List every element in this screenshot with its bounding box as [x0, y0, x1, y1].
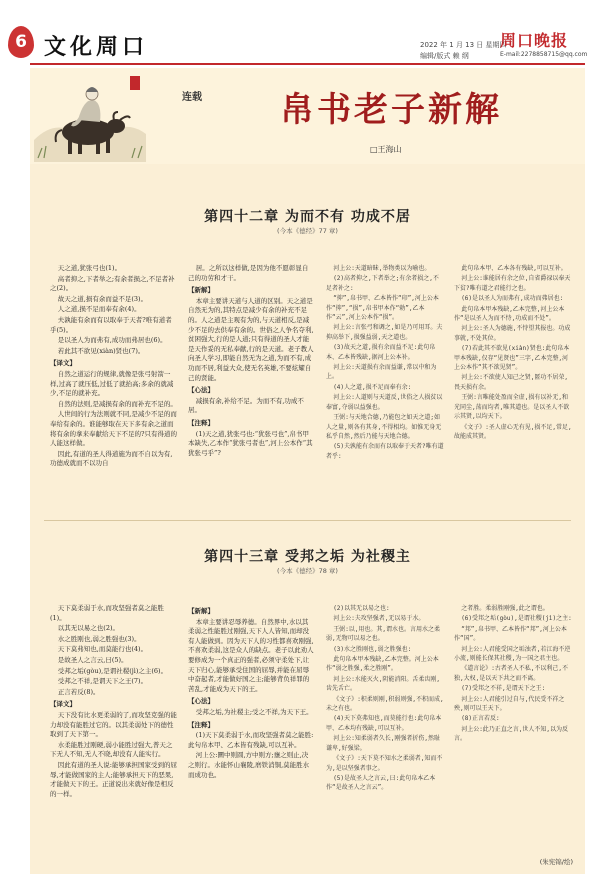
section-heading: 【心法】: [188, 697, 214, 706]
paragraph: (4)人之道,损不足而奉有余:: [333, 383, 412, 391]
contact-email: E-mail:2278858715@qq.com: [500, 51, 588, 58]
paragraph: 水柔能胜过刚硬,弱小能胜过强大,普天之下无人不知,无人不晓,却没有人能实行。: [50, 740, 173, 759]
paragraph: 河上公:人道则与天道反,世俗之人损贫以奉富,夺弱以益强也。: [326, 394, 443, 411]
chapter-42-title: 第四十二章 为而不有 功成不居: [204, 209, 411, 225]
chapter-43-column-4: [454, 604, 574, 844]
paragraph: (1)天之道,犹张弓也:“犹张弓也”,帛书甲本缺失,乙本作“犹张弓者也”,河上公本作“其犹张弓乎”?: [188, 429, 313, 457]
ox-rider-illustration: [34, 70, 146, 162]
section-heading: 【新解】: [188, 286, 214, 295]
article-body: [30, 164, 585, 874]
paragraph: (4)天下莫弗知也,而莫能行也:此句帛本甲、乙本均有残缺,可以互补。: [326, 715, 442, 732]
paragraph: (5)是故圣人之言云,曰:此句帛本乙本作“是故圣人之言云”。: [326, 774, 436, 792]
paragraph: 河上公:人君能受国之垢浊者,若江海不逆小流,则能长保其社稷,为一国之君主也。: [454, 645, 571, 663]
paragraph: 河上公:圣人为德施,不恃望其报也。功成事就,不处其位。: [454, 325, 571, 342]
paragraph: 是故圣人之言云,曰(5)。: [57, 655, 128, 664]
paragraph: 故天之道,损有余而益不足(3)。: [57, 294, 148, 303]
paragraph: 水之胜刚也,弱之胜强也(3)。: [57, 634, 141, 643]
paragraph: 本章主要讲天道与人道的区别。天之道是自然无为的,其特点是减少有余的补充不足的。人之道是主观有为的,与天道相反,是减少不足的去供奉有余的。世俗之人争名夺利,贫困强大,行的是人道;只有得道的圣人才能是天作妥的无私奉献,行的是天道。老子教人向圣人学习,即能自然无为之道,为而不有,成功而不居,利益大众,使无名英雄,不要炫耀自己的贤能。: [188, 296, 314, 382]
page-number-badge: 6: [8, 26, 34, 58]
paragraph: 河上公:水能灭火,阴能消阳。舌柔齿刚,齿先舌亡。: [326, 675, 441, 693]
paragraph: (7)若此其不欲见(xiàn)贤也:此句帛本甲本残缺,仅存“见贤也”三字,乙本完整,河上公本作“其不欲见贤”。: [454, 345, 570, 372]
paragraph: 天下没有比水更柔弱的了,而攻坚克强的能力却没有能胜过它的。以其柔弱处下的德性取到了天下第一。: [50, 710, 177, 739]
paragraph: 此句帛本甲、乙本各有残缺,可以互补。: [461, 265, 567, 272]
section-heading: 【新解】: [188, 607, 214, 615]
paragraph: 《文子》:天下莫不知水之柔弱者,知而不为,是以坚强者事之。: [326, 755, 443, 772]
paragraph: 自然之道运行的规律,就像是张弓射箭一样,过高了就压低,过低了就抬高;多余的就减少,不足的就补充。: [50, 369, 174, 398]
paragraph: 本章主要讲忍辱养德。自然界中,水以其柔弱之性能胜过刚强,天下人人皆知,而却没有人能做到。因为天下人的习性都喜欢刚强,不喜欢柔弱,这是众人的缺点。老子以此劝人要修成为一个真正的强者,必须守柔处下,让天下归心,能够承受住国的屈辱,并能在屈辱中奋起者,才能做好国之主;能够背负祥罪的苦乱,才能成为天下的王。: [188, 617, 314, 693]
paragraph: (3)故天之道,损有余而益不足:此句帛本、乙本皆残缺,据河上公本补。: [326, 344, 436, 361]
paragraph: “邦”,帛书甲、乙本皆作“邦”,河上公本作“国”。: [454, 625, 567, 643]
paragraph: 《道言论》:古者圣人不私,不以利己,不独,大权,是以天下共之而不离。: [454, 665, 569, 682]
page-header: [0, 0, 600, 64]
paragraph: 天下莫弗知也,而莫能行也(4)。: [57, 645, 148, 654]
paragraph: 是以圣人为而弗有,成功而弗居也(6)。: [57, 336, 167, 345]
chapter-divider: [44, 520, 571, 521]
paragraph: 受邦之不祥,是谓天下之王(7)。: [57, 677, 148, 686]
newspaper-logo: 周口晚报: [500, 31, 569, 50]
illustrator-credit: (朱宪锦/绘): [539, 858, 573, 866]
paragraph: 河上公:天道暗昧,举物类以为喻也。: [333, 265, 431, 272]
paragraph: 高者抑之,下者举之;有余者损之,不足者补之(2)。: [50, 274, 175, 293]
section-heading: 【译文】: [50, 359, 76, 368]
chapter-43-column-3: [326, 604, 444, 856]
chapter-42-column-1: [50, 264, 178, 482]
paragraph: 居。之所以这样做,是因为他不愿彰显自己的功劳和才干。: [188, 264, 309, 282]
paragraph: 夫孰能有余而有以取奉于天者?唯有道者乎(5)。: [50, 315, 172, 334]
paragraph: 河上公:谁能居有余之位,自省爵禄以奉天下贫?唯有道之君能行之也。: [454, 275, 571, 292]
section-title: 文化周口: [44, 34, 149, 60]
paragraph: 《文子》:积柔则刚,积弱则强,不积而成,未之有也。: [326, 695, 444, 713]
article-byline: □王海山: [370, 145, 402, 154]
paragraph: (6)受邦之垢(gòu),是谓社稷(jì)之主:: [461, 615, 572, 623]
section-heading: 【心法】: [188, 386, 214, 395]
section-heading: 【译文】: [50, 700, 76, 709]
editor-credit: 编辑/版式 赖 纲: [420, 52, 469, 60]
paragraph: 正言若反(8)。: [57, 687, 100, 696]
paragraph: 因此有道的圣人说:能够承担国家受到的屈辱,才能做国家的主人;能够承担天下的恶果,才能做天下的王。正道说出来就好像是相反的一样。: [50, 760, 177, 798]
paragraph: 以其无以易之也(2)。: [57, 624, 120, 633]
paragraph: 河上公:人君能引过自与,代民受不祥之殃,则可以王天下。: [454, 695, 565, 713]
chapter-42-subtitle: (今本《德经》77 章): [277, 227, 338, 235]
paragraph: (2)高者抑之,下者举之;有余者损之,不足者补之:: [326, 275, 439, 292]
section-heading: 【注释】: [188, 418, 214, 427]
issue-date: 2022 年 1 月 13 日 星期四: [420, 41, 507, 49]
paragraph: 此句帛本甲本残缺,乙本完整,河上公本作“是以圣人为而不恃,功成而不处”。: [454, 305, 565, 323]
paragraph: 河上公:天道损有余而益谦,常以中和为上。: [326, 364, 437, 381]
paragraph: (7)受邦之不祥,是谓天下之王:: [461, 685, 546, 693]
paragraph: 河上公:圜中则圆,方中则方;壅之则止,决之则行。水能怀山襄陵,磨铁消铜,莫能胜水而成功也。: [188, 751, 310, 779]
paragraph: 之者胜。柔弱胜刚强,此之谓也。: [461, 605, 549, 612]
chapter-42-column-2: [188, 264, 314, 482]
paragraph: 若此其不欲见(xiàn)贤也(7)。: [57, 346, 145, 355]
header-rule: [30, 63, 585, 65]
paragraph: 受邦之垢(gòu),是谓社稷(jì)之主(6)。: [57, 666, 168, 675]
paragraph: (5)夫孰能有余而有以取奉于天者?唯有道者乎:: [326, 443, 444, 460]
paragraph: 王弼:以,用也。其,谓水也。言用水之柔弱,无物可以易之也。: [326, 625, 441, 643]
serial-banner: [30, 68, 585, 164]
paragraph: (3)水之胜刚也,弱之胜强也:: [333, 645, 412, 653]
paragraph: 河上公:此乃正直之言,世人不知,以为反言。: [454, 725, 569, 743]
header-meta: [420, 40, 507, 62]
paragraph: “抑”,帛书甲、乙本皆作“印”,河上公本作“抑”,“损”,帛书甲本作“勅”,乙本作“云”,河上公本作“损”。: [326, 295, 439, 322]
paragraph: 天之道,犹张弓也(1)。: [57, 264, 122, 272]
chapter-43-subtitle: (今本《德经》78 章): [277, 567, 338, 575]
paragraph: 因此,有道的圣人得道施为而不自以为有,功德成就而不以功自: [50, 449, 173, 468]
chapter-43-column-2: [188, 604, 314, 856]
paragraph: 人之道,损不足而奉有余(4)。: [57, 305, 141, 314]
paragraph: 《文子》:圣人虚心无有见,损不足,常足,故能成其贤。: [454, 423, 572, 440]
chapter-42-column-3: [326, 264, 444, 482]
paragraph: 河上公:言张弓和调之,如是乃可用耳。夫抑高举下,损强益弱,天之道也。: [326, 324, 443, 341]
chapter-43-column-1: [50, 604, 178, 856]
paragraph: 河上公:夫攻坚强者,无以易于水。: [333, 615, 425, 623]
paragraph: (1)天下莫柔弱于水,而攻坚强者莫之能胜:此句帛本甲、乙本皆有残缺,可以互补。: [188, 731, 314, 749]
paragraph: (2)以其无以易之也:: [333, 605, 390, 612]
paragraph: 河上公:知柔弱者久长,刚强者折伤,然耻谦卑,好强梁。: [326, 735, 441, 752]
paragraph: 人世间的行为法则就不同,是减少不足的而奉给有余的。谁能够取在天下多有余之道而将有余的拿来奉献给天下不足的?只有得道的人能这样做。: [50, 410, 177, 448]
serial-label: 连载: [182, 92, 202, 103]
paragraph: (8)正言若反:: [461, 715, 500, 723]
chapter-42-column-4: [454, 264, 574, 482]
section-heading: 【注释】: [188, 720, 214, 729]
article-title: 帛书老子新解: [280, 90, 502, 130]
paragraph: 天下莫柔弱于水,而攻坚强者莫之能胜(1)。: [50, 604, 164, 622]
paragraph: (6)是以圣人为而弗有,成功而弗居也:: [461, 295, 564, 303]
paragraph: 自然的法则,是减损有余的而补充不足的。: [57, 399, 177, 408]
paragraph: 王弼:与天地合德,乃能包之如天之道;如人之量,则各有其身,不得相均。如惟无身无私乎自然,然后乃能与天地合德。: [326, 414, 442, 440]
paragraph: 此句帛本甲本残缺,乙本完整。河上公本作“弱之胜强,柔之胜刚”。: [326, 656, 439, 673]
paragraph: 河上公:不欲使人知己之贤,匿功不居荣,畏天损有余。: [454, 374, 569, 391]
paragraph: 王弼:言唯能处盈而全虚,损有以补无,和光同尘,荡而均者,唯其道也。是以圣人不欲示其贤,以均天下。: [454, 394, 570, 421]
paragraph: 减损有余,补给不足。为而不有,功成不居。: [188, 396, 304, 415]
paragraph: 受邦之垢,为社稷主;受之不祥,为天下王。: [195, 707, 313, 716]
chapter-43-title: 第四十三章 受邦之垢 为社稷主: [204, 549, 411, 565]
